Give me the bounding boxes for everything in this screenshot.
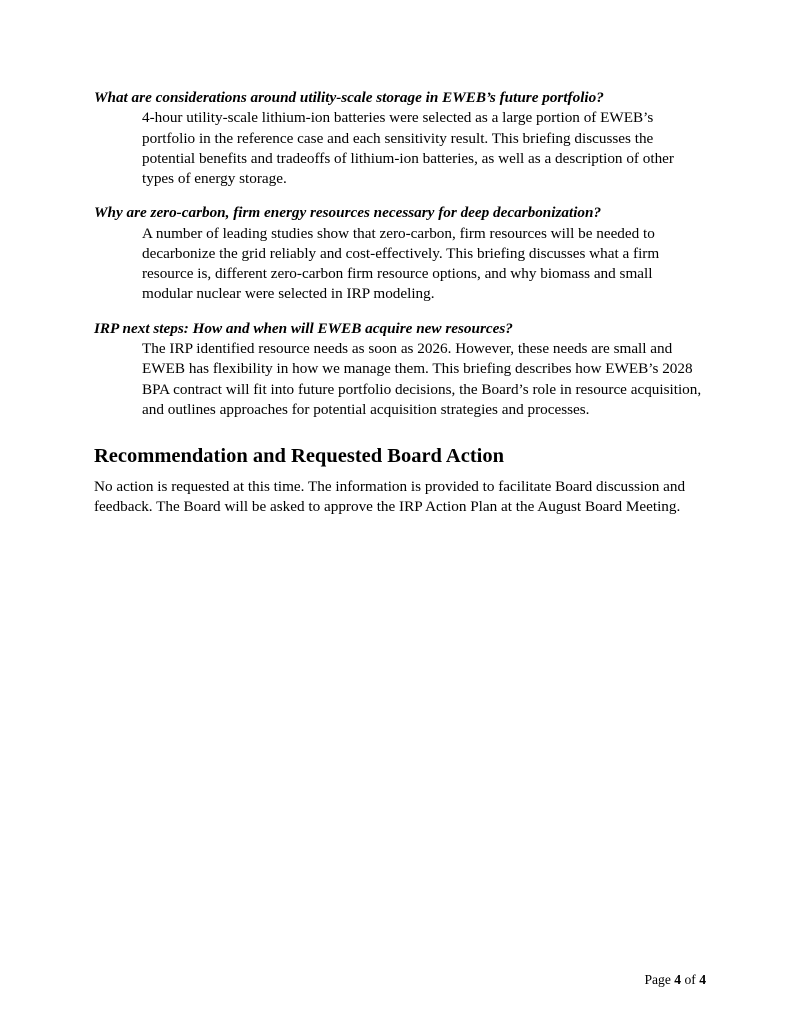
qa-answer: The IRP identified resource needs as soon as 2026. However, these needs are small and EWEB has flexibility in how we manage them. This briefing describes how EWEB’s 2028 BPA contract will fit into future portfolio decisions, the Board’s role in resource acquisition, and outlines approaches for potential acquisition strategies and processes. xyxy=(142,340,702,418)
qa-block-next-steps xyxy=(94,319,706,420)
page-content xyxy=(94,88,706,517)
section-heading-recommendation: Recommendation and Requested Board Action xyxy=(94,444,505,467)
qa-question: What are considerations around utility-scale storage in EWEB’s future portfolio? xyxy=(94,89,604,106)
footer-total-pages: 4 xyxy=(699,972,706,987)
qa-block-firm-resources xyxy=(94,203,706,304)
qa-question: IRP next steps: How and when will EWEB acquire new resources? xyxy=(94,319,513,337)
qa-answer: A number of leading studies show that zero-carbon, firm resources will be needed to decarbonize the grid reliably and cost-effectively. This briefing discusses what a firm resource is, different zero-carbon firm resource options, and why biomass and small modular nuclear were selected in IRP modeling. xyxy=(142,224,660,303)
recommendation-paragraph: No action is requested at this time. The information is provided to facilitate Board discussion and feedback. The Board will be asked to approve the IRP Action Plan at the August Board Meeting. xyxy=(94,477,686,515)
page-footer xyxy=(94,972,706,988)
qa-block-storage xyxy=(94,88,706,189)
footer-page-prefix: Page xyxy=(644,972,675,987)
footer-current-page: 4 xyxy=(674,972,682,987)
qa-question: Why are zero-carbon, firm energy resources necessary for deep decarbonization? xyxy=(94,204,602,222)
footer-page-middle: of xyxy=(681,972,700,987)
qa-answer: 4-hour utility-scale lithium-ion batteries were selected as a large portion of EWEB’s portfolio in the reference case and each sensitivity result. This briefing discusses the potential benefits and tradeoffs of lithium-ion batteries, as well as a description of other types of energy storage. xyxy=(142,109,674,188)
